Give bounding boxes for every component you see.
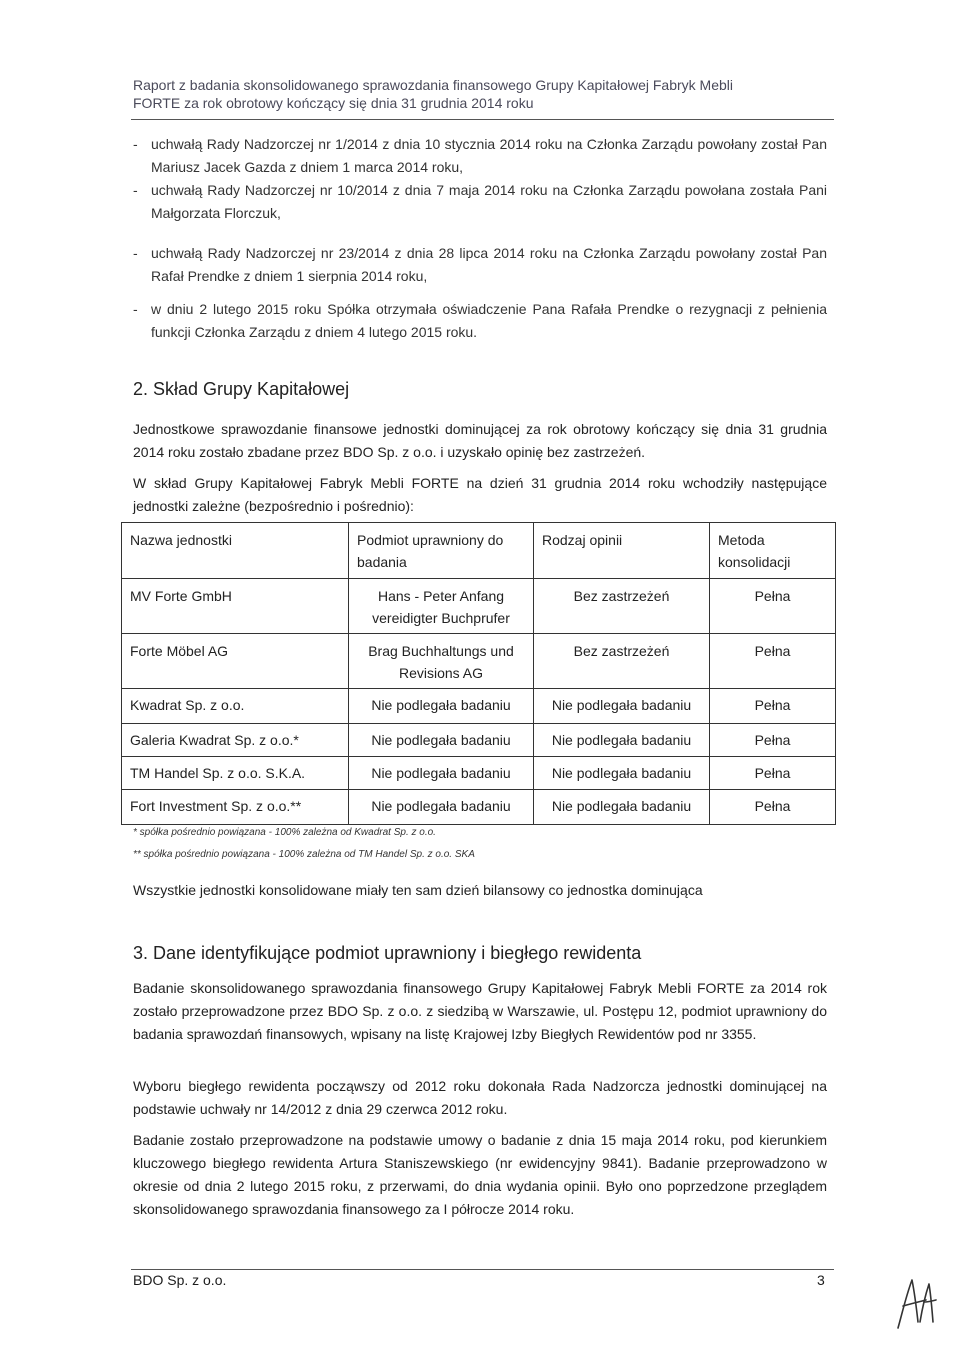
- table-cell: Pełna: [710, 790, 836, 825]
- header-line-2: FORTE za rok obrotowy kończący się dnia 31 grudnia 2014 roku: [133, 95, 534, 111]
- section-3-title: 3. Dane identyfikujące podmiot uprawniony i biegłego rewidenta: [133, 943, 642, 963]
- table-cell: Nie podlegała badaniu: [534, 790, 710, 825]
- bullet-dash: -: [133, 136, 138, 152]
- table-cell: Pełna: [710, 579, 836, 634]
- footnote-1: * spółka pośrednio powiązana - 100% zależna od Kwadrat Sp. z o.o.: [133, 827, 436, 838]
- table-cell: Nie podlegała badaniu: [349, 790, 534, 825]
- section-3-paragraph-3: Badanie zostało przeprowadzone na podstawie umowy o badanie z dnia 15 maja 2014 roku, pod kierunkiem kluczowego biegłego rewidenta Artura Staniszewskiego (nr ewidencyjny 9841). Badanie przeprowadzono w okresie od dnia 2 lutego 2015 roku, z przerwami, do dnia wydania opinii. Było ono poprzedzone przeglądem skonsolidowanego sprawozdania finansowego za I półrocze 2014 roku.: [133, 1132, 827, 1217]
- table-header-cell: Nazwa jednostki: [122, 523, 349, 579]
- section-2-paragraph-1: Jednostkowe sprawozdanie finansowe jednostki dominującej za rok obrotowy kończący się dnia 31 grudnia 2014 roku zostało zbadane przez BDO Sp. z o.o. i uzyskało opinię bez zastrzeżeń.: [133, 421, 827, 460]
- balance-date-note: Wszystkie jednostki konsolidowane miały ten sam dzień bilansowy co jednostka dominująca: [133, 882, 703, 898]
- bullet-dash: -: [133, 245, 138, 261]
- subsidiaries-table: [121, 522, 836, 825]
- table-header-cell: Rodzaj opinii: [534, 523, 710, 579]
- table-cell: Hans - Peter Anfang vereidigter Buchprufer: [349, 579, 534, 634]
- table-cell: Bez zastrzeżeń: [534, 634, 710, 689]
- section-3-paragraph-1: Badanie skonsolidowanego sprawozdania finansowego Grupy Kapitałowej Fabryk Mebli FORTE za 2014 rok zostało przeprowadzone przez BDO Sp. z o.o. z siedzibą w Warszawie, ul. Postępu 12, podmiot uprawniony do badania sprawozdań finansowych, wpisany na listę Krajowej Izby Biegłych Rewidentów pod nr 3355.: [133, 980, 827, 1042]
- page-header: [133, 76, 833, 112]
- table-cell: Brag Buchhaltungs und Revisions AG: [349, 634, 534, 689]
- table-cell: Forte Möbel AG: [122, 634, 349, 689]
- table-cell: Pełna: [710, 724, 836, 757]
- bullet-text: uchwałą Rady Nadzorczej nr 23/2014 z dnia 28 lipca 2014 roku na Członka Zarządu powołany został Pan Rafał Prendke z dniem 1 sierpnia 2014 roku,: [151, 245, 827, 284]
- bullet-item: [133, 298, 827, 344]
- table-row: [122, 757, 836, 790]
- table-header-cell: Metoda konsolidacji: [710, 523, 836, 579]
- table-row: [122, 689, 836, 724]
- bullet-item: [133, 179, 827, 225]
- table-row: [122, 724, 836, 757]
- bullet-dash: -: [133, 182, 138, 198]
- section-3-paragraph-2: Wyboru biegłego rewidenta począwszy od 2012 roku dokonała Rada Nadzorcza jednostki dominującej na podstawie uchwały nr 14/2012 z dnia 29 czerwca 2012 roku.: [133, 1078, 827, 1117]
- bullet-text: uchwałą Rady Nadzorczej nr 10/2014 z dnia 7 maja 2014 roku na Członka Zarządu powołana została Pani Małgorzata Florczuk,: [151, 182, 827, 221]
- bullet-item: [133, 133, 827, 179]
- bullet-text: uchwałą Rady Nadzorczej nr 1/2014 z dnia 10 stycznia 2014 roku na Członka Zarządu powołany został Pan Mariusz Jacek Gazda z dniem 1 marca 2014 roku,: [151, 136, 827, 175]
- table-row: [122, 579, 836, 634]
- table-cell: Pełna: [710, 634, 836, 689]
- page-number: 3: [817, 1272, 825, 1288]
- table-cell: Fort Investment Sp. z o.o.**: [122, 790, 349, 825]
- table-row: [122, 634, 836, 689]
- table-header-cell: Podmiot uprawniony do badania: [349, 523, 534, 579]
- table-cell: Bez zastrzeżeń: [534, 579, 710, 634]
- table-cell: Kwadrat Sp. z o.o.: [122, 689, 349, 724]
- section-2-paragraph-2: W skład Grupy Kapitałowej Fabryk Mebli FORTE na dzień 31 grudnia 2014 roku wchodziły następujące jednostki zależne (bezpośrednio i pośrednio):: [133, 475, 827, 514]
- footer-company: BDO Sp. z o.o.: [133, 1272, 227, 1288]
- table-cell: TM Handel Sp. z o.o. S.K.A.: [122, 757, 349, 790]
- table-cell: Nie podlegała badaniu: [349, 724, 534, 757]
- table-cell: Galeria Kwadrat Sp. z o.o.*: [122, 724, 349, 757]
- table-cell: MV Forte GmbH: [122, 579, 349, 634]
- table-cell: Nie podlegała badaniu: [349, 689, 534, 724]
- bullet-text: w dniu 2 lutego 2015 roku Spółka otrzymała oświadczenie Pana Rafała Prendke o rezygnacji z pełnienia funkcji Członka Zarządu z dniem 4 lutego 2015 roku.: [151, 301, 827, 340]
- table-cell: Nie podlegała badaniu: [534, 689, 710, 724]
- section-2-title: 2. Skład Grupy Kapitałowej: [133, 379, 350, 399]
- header-rule: [131, 119, 834, 120]
- table-cell: Pełna: [710, 757, 836, 790]
- initials-signature: [892, 1276, 938, 1334]
- header-line-1: Raport z badania skonsolidowanego sprawozdania finansowego Grupy Kapitałowej Fabryk Mebli: [133, 77, 734, 93]
- footnote-2: ** spółka pośrednio powiązana - 100% zależna od TM Handel Sp. z o.o. SKA: [133, 849, 475, 860]
- table-row: [122, 790, 836, 825]
- table-cell: Nie podlegała badaniu: [534, 757, 710, 790]
- bullet-dash: -: [133, 301, 138, 317]
- table-cell: Nie podlegała badaniu: [534, 724, 710, 757]
- table-cell: Pełna: [710, 689, 836, 724]
- bullet-item: [133, 242, 827, 288]
- footer-rule: [131, 1269, 834, 1270]
- table-cell: Nie podlegała badaniu: [349, 757, 534, 790]
- table-header-row: [122, 523, 836, 579]
